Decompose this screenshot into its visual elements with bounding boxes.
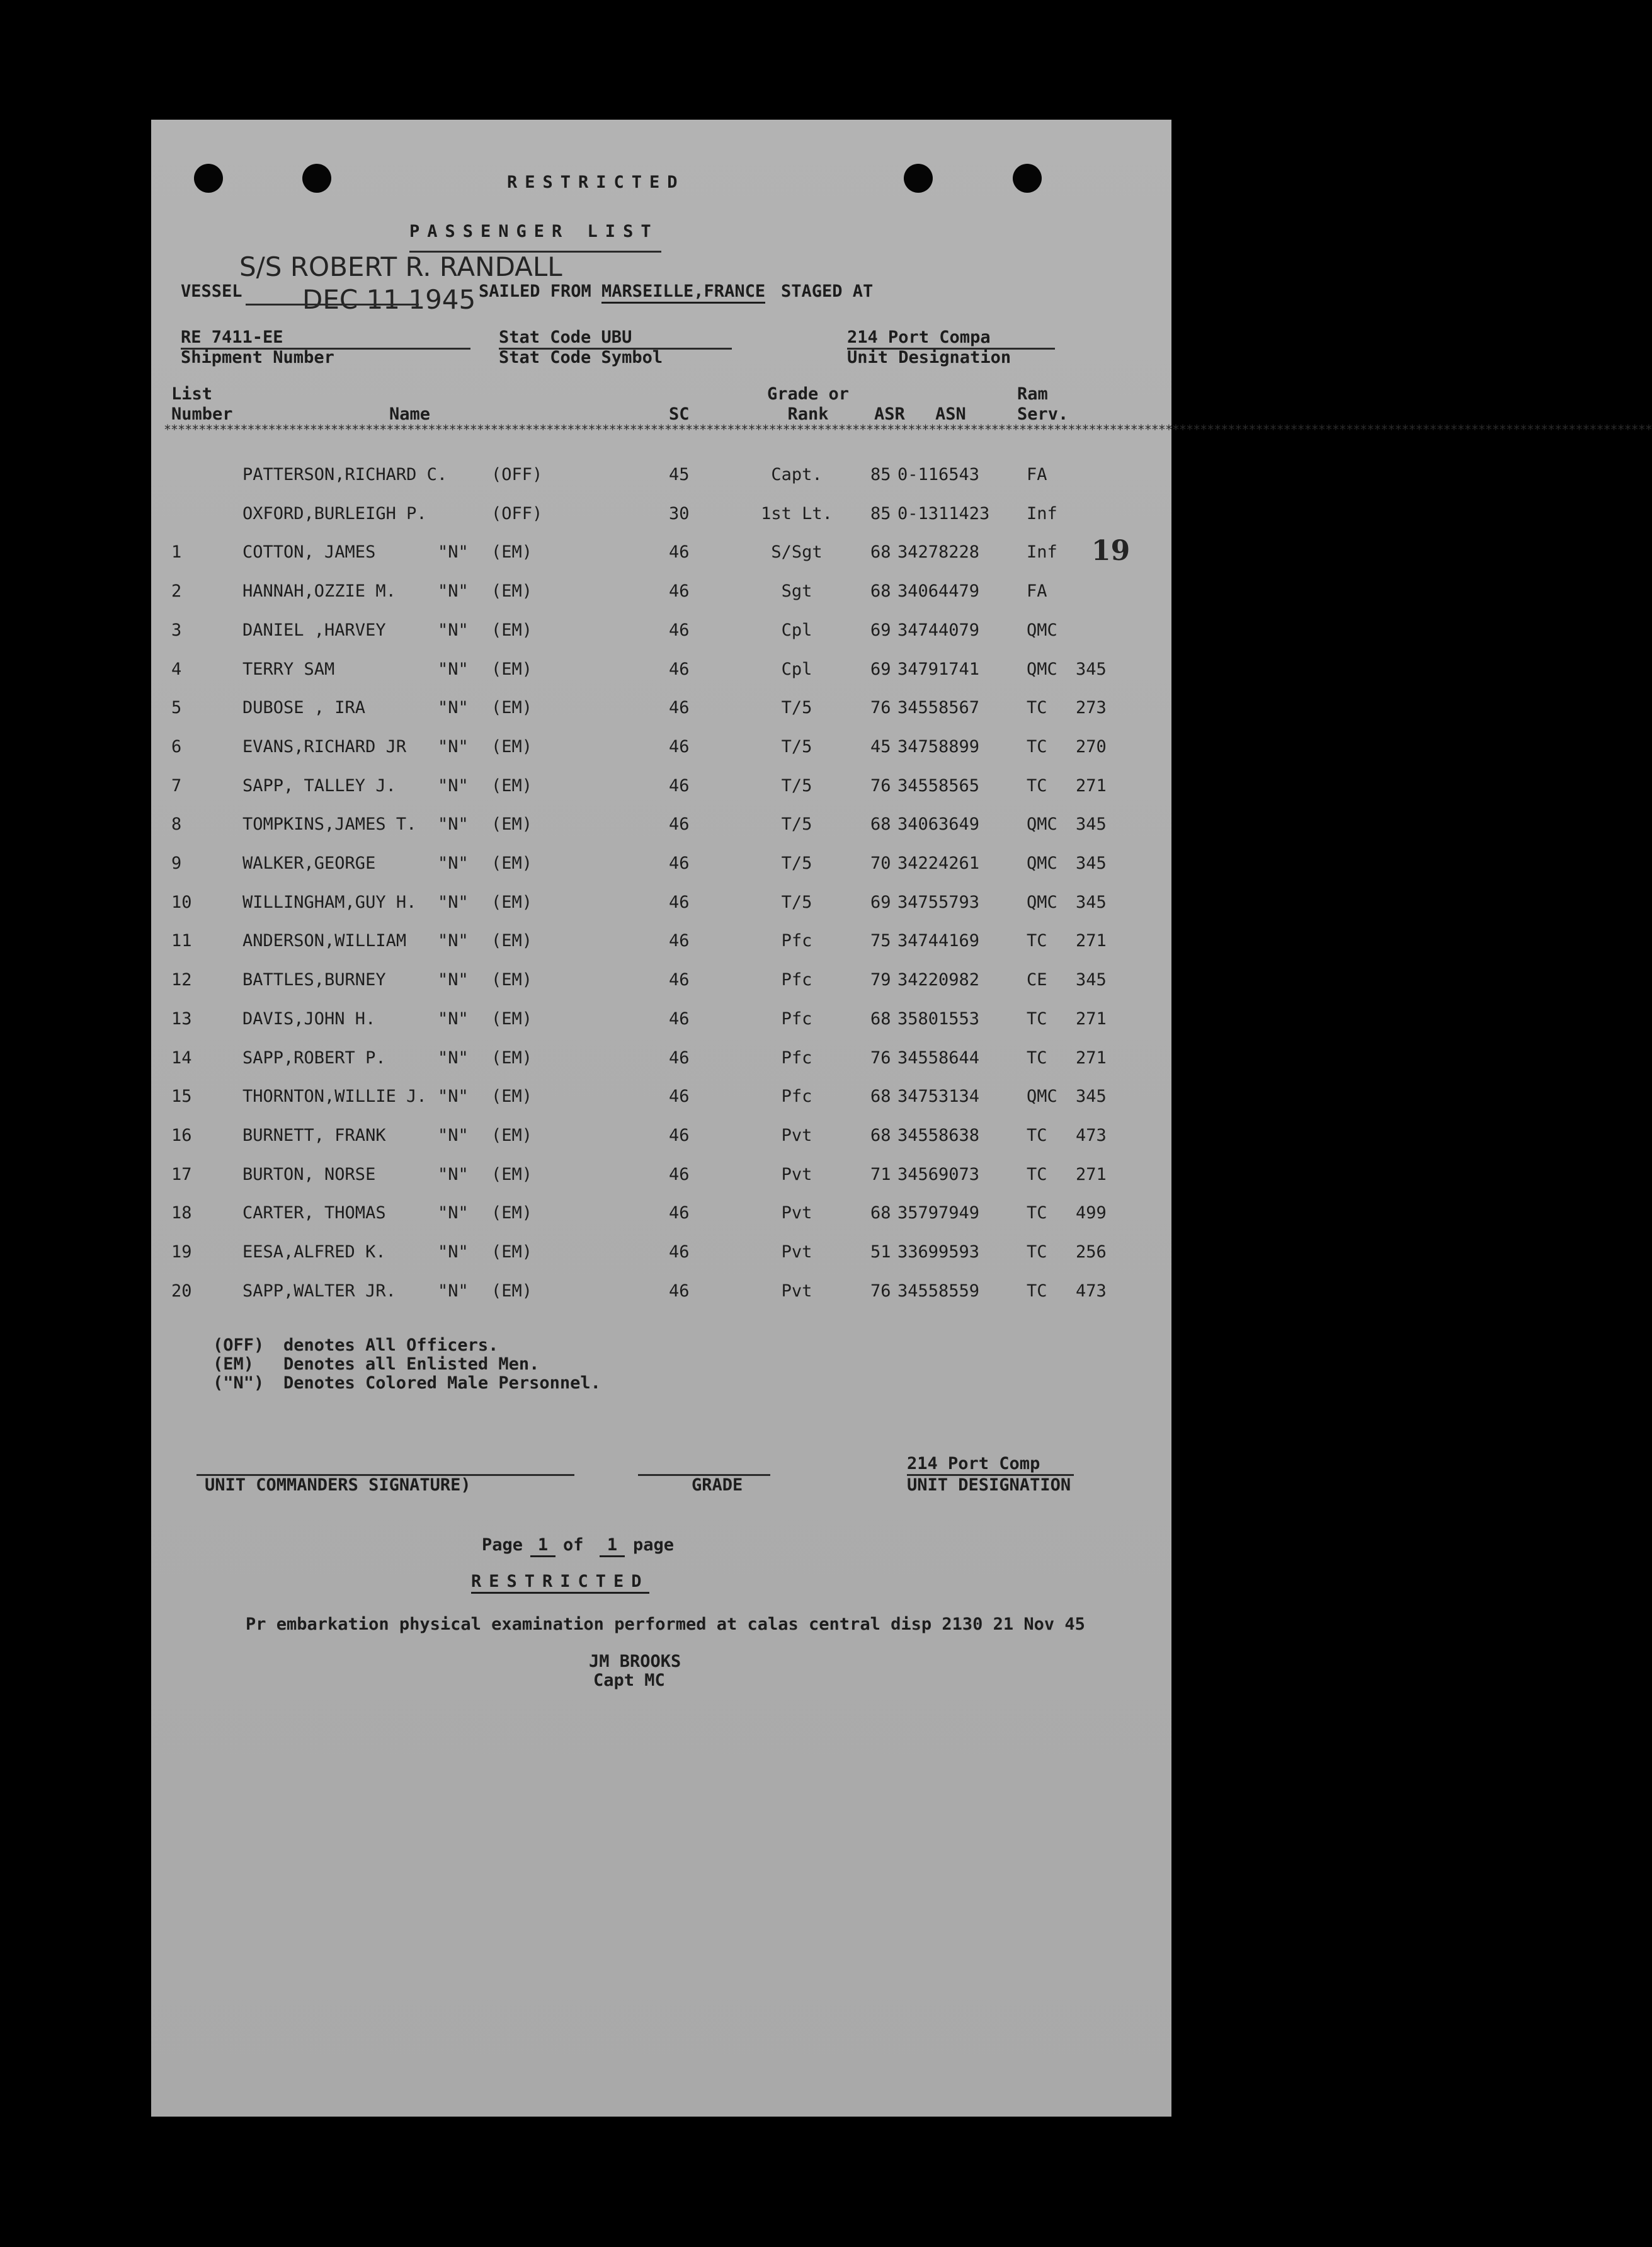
list-number-cell: 3 [171, 620, 182, 640]
arm-cell: TC [1027, 1164, 1047, 1184]
n-code-cell: "N" [438, 1048, 469, 1068]
sailed-from-value: MARSEILLE,FRANCE [601, 282, 765, 304]
arm-cell: QMC [1027, 854, 1057, 873]
rank-cell: Cpl [781, 659, 812, 679]
class-cell: (EM) [491, 970, 533, 990]
margin-number: 19 [1091, 535, 1131, 567]
n-code-cell: "N" [438, 815, 469, 835]
sc-cell: 46 [669, 1164, 690, 1184]
asn-cell: 34220982 [897, 970, 980, 990]
col-asn: ASN [935, 404, 966, 424]
col-list-number: List Number [171, 384, 233, 424]
sc-cell: 46 [669, 775, 690, 796]
header-separator: ********************************************************************************************************************************************************************************************************************** [164, 422, 1652, 437]
arm-cell: FA [1027, 581, 1047, 602]
asr-cell: 51 [870, 1242, 891, 1262]
asr-cell: 76 [870, 698, 891, 718]
page-word: Page [482, 1535, 523, 1555]
asn-cell: 34569073 [897, 1164, 980, 1184]
asn-cell: 34744079 [897, 620, 980, 640]
asn-cell: 34064479 [897, 581, 980, 602]
asn-cell: 34791741 [897, 659, 980, 679]
asn-cell: 34558638 [897, 1125, 980, 1145]
name-cell: EESA,ALFRED K. [242, 1242, 386, 1262]
shipment-number-label: Shipment Number [181, 348, 334, 367]
rank-cell: Pvt [781, 1164, 812, 1184]
table-row [151, 776, 1171, 801]
arm-cell: TC [1027, 1125, 1047, 1145]
sc-cell: 45 [669, 465, 690, 484]
asn-cell: 34558559 [897, 1281, 980, 1301]
punch-hole-2 [302, 164, 331, 193]
serv-cell: 271 [1076, 1164, 1107, 1184]
arm-cell: CE [1027, 970, 1047, 990]
table-row [151, 660, 1171, 685]
asr-cell: 69 [870, 892, 891, 912]
serv-cell: 256 [1076, 1242, 1107, 1262]
list-number-cell: 20 [171, 1281, 192, 1301]
asr-cell: 68 [870, 1203, 891, 1223]
n-code-cell: "N" [438, 1009, 469, 1029]
rank-cell: T/5 [781, 854, 812, 873]
footer-unit-value: 214 Port Comp [907, 1454, 1040, 1473]
sc-cell: 46 [669, 931, 690, 951]
name-cell: TERRY SAM [242, 659, 335, 679]
rank-cell: T/5 [781, 775, 812, 796]
footer-unit-label: UNIT DESIGNATION [907, 1475, 1071, 1495]
name-cell: DANIEL ,HARVEY [242, 620, 386, 640]
name-cell: TOMPKINS,JAMES T. [242, 815, 417, 835]
serv-cell: 345 [1076, 659, 1107, 679]
n-code-cell: "N" [438, 542, 469, 563]
rank-cell: Pfc [781, 970, 812, 990]
n-code-cell: "N" [438, 1164, 469, 1184]
table-row [151, 931, 1171, 956]
n-code-cell: "N" [438, 581, 469, 602]
table-row [151, 737, 1171, 762]
asr-cell: 85 [870, 465, 891, 484]
rank-cell: T/5 [781, 815, 812, 835]
table-row [151, 465, 1171, 490]
asr-cell: 68 [870, 815, 891, 835]
n-code-cell: "N" [438, 659, 469, 679]
rank-cell: Cpl [781, 620, 812, 640]
asr-cell: 69 [870, 620, 891, 640]
serv-cell: 271 [1076, 775, 1107, 796]
col-ram-serv: Ram Serv. [1017, 384, 1069, 424]
asr-cell: 85 [870, 503, 891, 523]
arm-cell: TC [1027, 1203, 1047, 1223]
arm-cell: QMC [1027, 1087, 1057, 1107]
n-code-cell: "N" [438, 775, 469, 796]
table-row [151, 1087, 1171, 1112]
asn-cell: 34224261 [897, 854, 980, 873]
signer-name: JM BROOKS [589, 1652, 681, 1671]
n-code-cell: "N" [438, 1242, 469, 1262]
arm-cell: TC [1027, 1242, 1047, 1262]
col-name: Name [389, 404, 431, 424]
class-cell: (EM) [491, 1242, 533, 1262]
n-code-cell: "N" [438, 892, 469, 912]
asr-cell: 75 [870, 931, 891, 951]
name-cell: SAPP,WALTER JR. [242, 1281, 396, 1301]
class-cell: (EM) [491, 815, 533, 835]
sc-cell: 46 [669, 1048, 690, 1068]
list-number-cell: 5 [171, 698, 182, 718]
asr-cell: 68 [870, 581, 891, 602]
table-row [151, 970, 1171, 995]
arm-cell: TC [1027, 1281, 1047, 1301]
table-row [151, 698, 1171, 723]
serv-cell: 345 [1076, 1087, 1107, 1107]
class-cell: (EM) [491, 775, 533, 796]
name-cell: DUBOSE , IRA [242, 698, 366, 718]
sc-cell: 46 [669, 892, 690, 912]
table-row [151, 1009, 1171, 1034]
table-row [151, 542, 1171, 568]
sc-cell: 46 [669, 659, 690, 679]
list-number-cell: 12 [171, 970, 192, 990]
page-number: 1 [530, 1535, 555, 1557]
name-cell: PATTERSON,RICHARD C. [242, 465, 448, 484]
name-cell: EVANS,RICHARD JR [242, 736, 407, 757]
col-asr: ASR [874, 404, 905, 424]
name-cell: BATTLES,BURNEY [242, 970, 386, 990]
name-cell: OXFORD,BURLEIGH P. [242, 503, 427, 523]
sc-cell: 46 [669, 815, 690, 835]
rank-cell: Pfc [781, 1048, 812, 1068]
name-cell: WILLINGHAM,GUY H. [242, 892, 417, 912]
punch-hole-4 [1013, 164, 1042, 193]
arm-cell: TC [1027, 736, 1047, 757]
class-cell: (EM) [491, 892, 533, 912]
asn-cell: 34755793 [897, 892, 980, 912]
asn-cell: 35797949 [897, 1203, 980, 1223]
name-cell: SAPP, TALLEY J. [242, 775, 396, 796]
sc-cell: 46 [669, 581, 690, 602]
sc-cell: 46 [669, 1281, 690, 1301]
serv-cell: 271 [1076, 931, 1107, 951]
name-cell: DAVIS,JOHN H. [242, 1009, 376, 1029]
table-row [151, 620, 1171, 646]
passenger-list-document [151, 120, 1652, 2117]
legend-text-n: Denotes Colored Male Personnel. [283, 1373, 601, 1393]
class-cell: (EM) [491, 542, 533, 563]
arm-cell: TC [1027, 1048, 1047, 1068]
sc-cell: 46 [669, 1203, 690, 1223]
list-number-cell: 6 [171, 736, 182, 757]
sc-cell: 46 [669, 620, 690, 640]
asr-cell: 68 [870, 1087, 891, 1107]
list-number-cell: 1 [171, 542, 182, 563]
signature-label: UNIT COMMANDERS SIGNATURE) [205, 1475, 471, 1495]
name-cell: ANDERSON,WILLIAM [242, 931, 407, 951]
asr-cell: 69 [870, 659, 891, 679]
asn-cell: 35801553 [897, 1009, 980, 1029]
arm-cell: TC [1027, 775, 1047, 796]
list-number-cell: 4 [171, 659, 182, 679]
rank-cell: T/5 [781, 698, 812, 718]
serv-cell: 271 [1076, 1009, 1107, 1029]
list-number-cell: 15 [171, 1087, 192, 1107]
arm-cell: TC [1027, 1009, 1047, 1029]
list-number-cell: 10 [171, 892, 192, 912]
table-row [151, 1165, 1171, 1190]
n-code-cell: "N" [438, 620, 469, 640]
rank-cell: Sgt [781, 581, 812, 602]
class-cell: (EM) [491, 1164, 533, 1184]
sailed-from-label: SAILED FROM [479, 282, 591, 301]
class-cell: (EM) [491, 581, 533, 602]
table-row [151, 815, 1171, 840]
arm-cell: QMC [1027, 892, 1057, 912]
page-total: 1 [600, 1535, 625, 1557]
arm-cell: QMC [1027, 815, 1057, 835]
sc-cell: 46 [669, 970, 690, 990]
name-cell: COTTON, JAMES [242, 542, 376, 563]
document-title: PASSENGER LIST [409, 222, 659, 241]
asr-cell: 68 [870, 1009, 891, 1029]
stat-code-label: Stat Code Symbol [499, 348, 663, 367]
asr-cell: 45 [870, 736, 891, 757]
class-cell: (EM) [491, 1048, 533, 1068]
page-suffix: page [633, 1535, 675, 1555]
legend-text-em: Denotes all Enlisted Men. [283, 1354, 540, 1374]
asn-cell: 34063649 [897, 815, 980, 835]
asr-cell: 70 [870, 854, 891, 873]
list-number-cell: 17 [171, 1164, 192, 1184]
vessel-name-stamp: S/S ROBERT R. RANDALL [239, 251, 562, 282]
restricted-footer: RESTRICTED [471, 1572, 649, 1594]
asn-cell: 34558565 [897, 775, 980, 796]
unit-designation-value: 214 Port Compa [847, 328, 991, 347]
name-cell: WALKER,GEORGE [242, 854, 376, 873]
class-cell: (EM) [491, 1009, 533, 1029]
list-number-cell: 14 [171, 1048, 192, 1068]
rank-cell: Pfc [781, 1087, 812, 1107]
name-cell: BURNETT, FRANK [242, 1125, 386, 1145]
rank-cell: S/Sgt [771, 542, 823, 563]
grade-label: GRADE [692, 1475, 743, 1495]
rank-cell: Pvt [781, 1242, 812, 1262]
unit-designation-label: Unit Designation [847, 348, 1011, 367]
arm-cell: Inf [1027, 542, 1057, 563]
table-row [151, 581, 1171, 607]
asr-cell: 76 [870, 1048, 891, 1068]
asn-cell: 34278228 [897, 542, 980, 563]
asn-cell: 0-116543 [897, 465, 980, 484]
serv-cell: 473 [1076, 1125, 1107, 1145]
legend-code-off: (OFF) [213, 1335, 265, 1355]
asr-cell: 76 [870, 1281, 891, 1301]
rank-cell: Pvt [781, 1281, 812, 1301]
n-code-cell: "N" [438, 854, 469, 873]
rank-cell: T/5 [781, 736, 812, 757]
class-cell: (OFF) [491, 465, 543, 484]
rank-cell: Pvt [781, 1203, 812, 1223]
list-number-cell: 19 [171, 1242, 192, 1262]
vessel-label: VESSEL [181, 282, 242, 301]
stat-code-value: Stat Code UBU [499, 328, 632, 347]
n-code-cell: "N" [438, 970, 469, 990]
asn-cell: 34758899 [897, 736, 980, 757]
table-row [151, 1126, 1171, 1151]
table-row [151, 504, 1171, 529]
list-number-cell: 16 [171, 1125, 192, 1145]
asn-cell: 34558644 [897, 1048, 980, 1068]
table-row [151, 893, 1171, 918]
asn-cell: 34558567 [897, 698, 980, 718]
table-row [151, 1281, 1171, 1306]
n-code-cell: "N" [438, 1125, 469, 1145]
asr-cell: 71 [870, 1164, 891, 1184]
n-code-cell: "N" [438, 1203, 469, 1223]
sc-cell: 46 [669, 854, 690, 873]
name-cell: BURTON, NORSE [242, 1164, 376, 1184]
list-number-cell: 18 [171, 1203, 192, 1223]
n-code-cell: "N" [438, 1281, 469, 1301]
arm-cell: TC [1027, 931, 1047, 951]
restricted-header: RESTRICTED [507, 173, 685, 192]
n-code-cell: "N" [438, 931, 469, 951]
sc-cell: 46 [669, 1087, 690, 1107]
asn-cell: 33699593 [897, 1242, 980, 1262]
rank-cell: Pfc [781, 1009, 812, 1029]
sc-cell: 46 [669, 1242, 690, 1262]
legend-code-n: ("N") [213, 1373, 265, 1393]
list-number-cell: 13 [171, 1009, 192, 1029]
arm-cell: FA [1027, 465, 1047, 484]
signer-title: Capt MC [593, 1671, 665, 1690]
name-cell: THORNTON,WILLIE J. [242, 1087, 427, 1107]
asn-cell: 34753134 [897, 1087, 980, 1107]
name-cell: CARTER, THOMAS [242, 1203, 386, 1223]
rank-cell: Pfc [781, 931, 812, 951]
table-row [151, 1242, 1171, 1267]
asr-cell: 76 [870, 775, 891, 796]
sc-cell: 46 [669, 698, 690, 718]
class-cell: (EM) [491, 620, 533, 640]
legend-text-off: denotes All Officers. [283, 1335, 499, 1355]
arm-cell: QMC [1027, 659, 1057, 679]
serv-cell: 473 [1076, 1281, 1107, 1301]
col-sc: SC [669, 404, 690, 424]
n-code-cell: "N" [438, 736, 469, 757]
vessel-underline [246, 304, 419, 306]
rank-cell: 1st Lt. [761, 503, 833, 523]
punch-hole-1 [194, 164, 223, 193]
name-cell: SAPP,ROBERT P. [242, 1048, 386, 1068]
arm-cell: TC [1027, 698, 1047, 718]
rank-cell: Pvt [781, 1125, 812, 1145]
list-number-cell: 11 [171, 931, 192, 951]
list-number-cell: 9 [171, 854, 182, 873]
table-row [151, 1203, 1171, 1228]
table-row [151, 1048, 1171, 1073]
asr-cell: 79 [870, 970, 891, 990]
exam-note: Pr embarkation physical examination performed at calas central disp 2130 21 Nov 45 [246, 1615, 1085, 1634]
class-cell: (EM) [491, 1203, 533, 1223]
class-cell: (EM) [491, 1087, 533, 1107]
class-cell: (EM) [491, 698, 533, 718]
n-code-cell: "N" [438, 698, 469, 718]
legend-code-em: (EM) [213, 1354, 254, 1374]
list-number-cell: 8 [171, 815, 182, 835]
date-stamp: DEC 11 1945 [302, 284, 476, 315]
sc-cell: 46 [669, 1125, 690, 1145]
asn-cell: 34744169 [897, 931, 980, 951]
asr-cell: 68 [870, 1125, 891, 1145]
arm-cell: Inf [1027, 503, 1057, 523]
sc-cell: 46 [669, 736, 690, 757]
name-cell: HANNAH,OZZIE M. [242, 581, 396, 602]
staged-at-label: STAGED AT [781, 282, 874, 301]
serv-cell: 345 [1076, 854, 1107, 873]
list-number-cell: 7 [171, 775, 182, 796]
asr-cell: 68 [870, 542, 891, 563]
rank-cell: T/5 [781, 892, 812, 912]
table-row [151, 854, 1171, 879]
sc-cell: 46 [669, 1009, 690, 1029]
sc-cell: 46 [669, 542, 690, 563]
punch-hole-3 [904, 164, 933, 193]
serv-cell: 499 [1076, 1203, 1107, 1223]
asn-cell: 0-1311423 [897, 503, 990, 523]
serv-cell: 345 [1076, 970, 1107, 990]
serv-cell: 273 [1076, 698, 1107, 718]
class-cell: (EM) [491, 659, 533, 679]
of-word: of [563, 1535, 584, 1555]
shipment-number-value: RE 7411-EE [181, 328, 283, 347]
class-cell: (EM) [491, 1125, 533, 1145]
arm-cell: QMC [1027, 620, 1057, 640]
class-cell: (EM) [491, 736, 533, 757]
serv-cell: 270 [1076, 736, 1107, 757]
list-number-cell: 2 [171, 581, 182, 602]
serv-cell: 345 [1076, 815, 1107, 835]
class-cell: (EM) [491, 1281, 533, 1301]
rank-cell: Capt. [771, 465, 823, 484]
serv-cell: 271 [1076, 1048, 1107, 1068]
col-grade: Grade or Rank [767, 384, 850, 424]
sc-cell: 30 [669, 503, 690, 523]
serv-cell: 345 [1076, 892, 1107, 912]
class-cell: (EM) [491, 931, 533, 951]
n-code-cell: "N" [438, 1087, 469, 1107]
class-cell: (OFF) [491, 503, 543, 523]
class-cell: (EM) [491, 854, 533, 873]
